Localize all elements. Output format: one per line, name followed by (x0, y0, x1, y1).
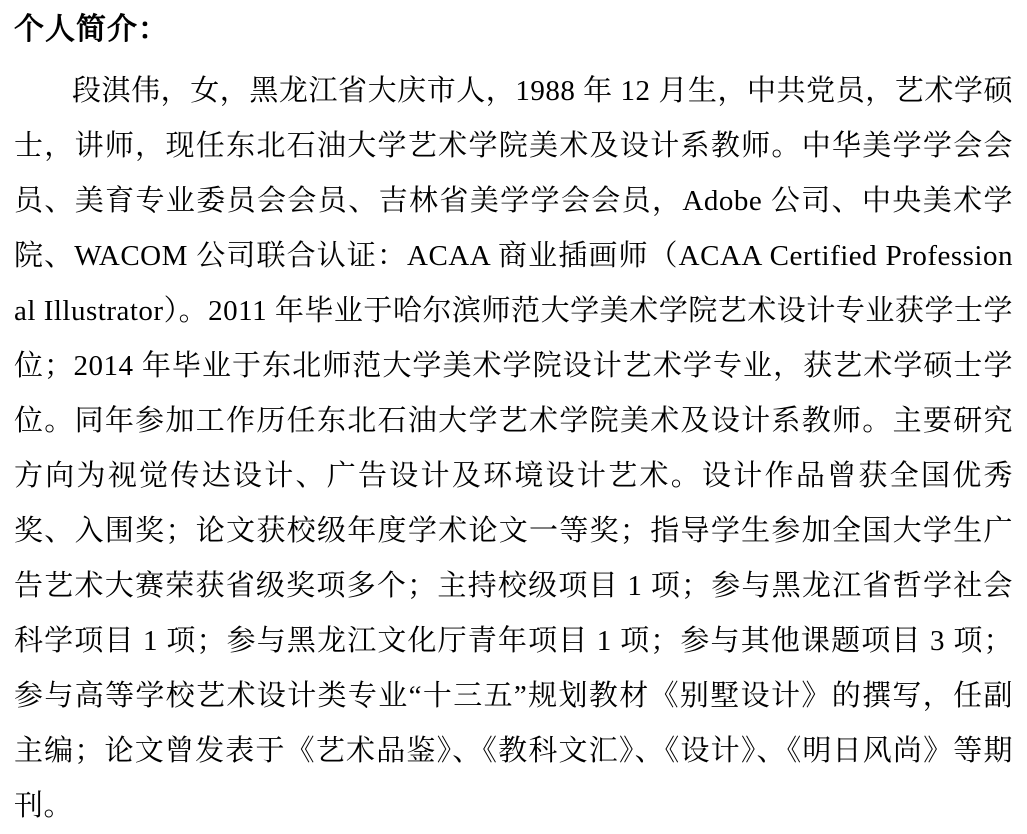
bio-paragraph: 段淇伟，女，黑龙江省大庆市人，1988 年 12 月生，中共党员，艺术学硕士，讲师，现任东北石油大学艺术学院美术及设计系教师。中华美学学会会员、美育专业委员会会员、吉林省美学学会会员，Adobe 公司、中央美术学院、WACOM 公司联合认证：ACAA 商业插画师（ACAA Certified Professional Illustrator）。2011 年毕业于哈尔滨师范大学美术学院艺术设计专业获学士学位；2014 年毕业于东北师范大学美术学院设计艺术学专业，获艺术学硕士学位。同年参加工作历任东北石油大学艺术学院美术及设计系教师。主要研究方向为视觉传达设计、广告设计及环境设计艺术。设计作品曾获全国优秀奖、入围奖；论文获校级年度学术论文一等奖；指导学生参加全国大学生广告艺术大赛荣获省级奖项多个；主持校级项目 1 项；参与黑龙江省哲学社会科学项目 1 项；参与黑龙江文化厅青年项目 1 项；参与其他课题项目 3 项；参与高等学校艺术设计类专业“十三五”规划教材《别墅设计》的撰写，任副主编；论文曾发表于《艺术品鉴》、《教科文汇》、《设计》、《明日风尚》等期刊。 (14, 75, 1013, 822)
section-heading: 个人简介： (14, 13, 169, 46)
